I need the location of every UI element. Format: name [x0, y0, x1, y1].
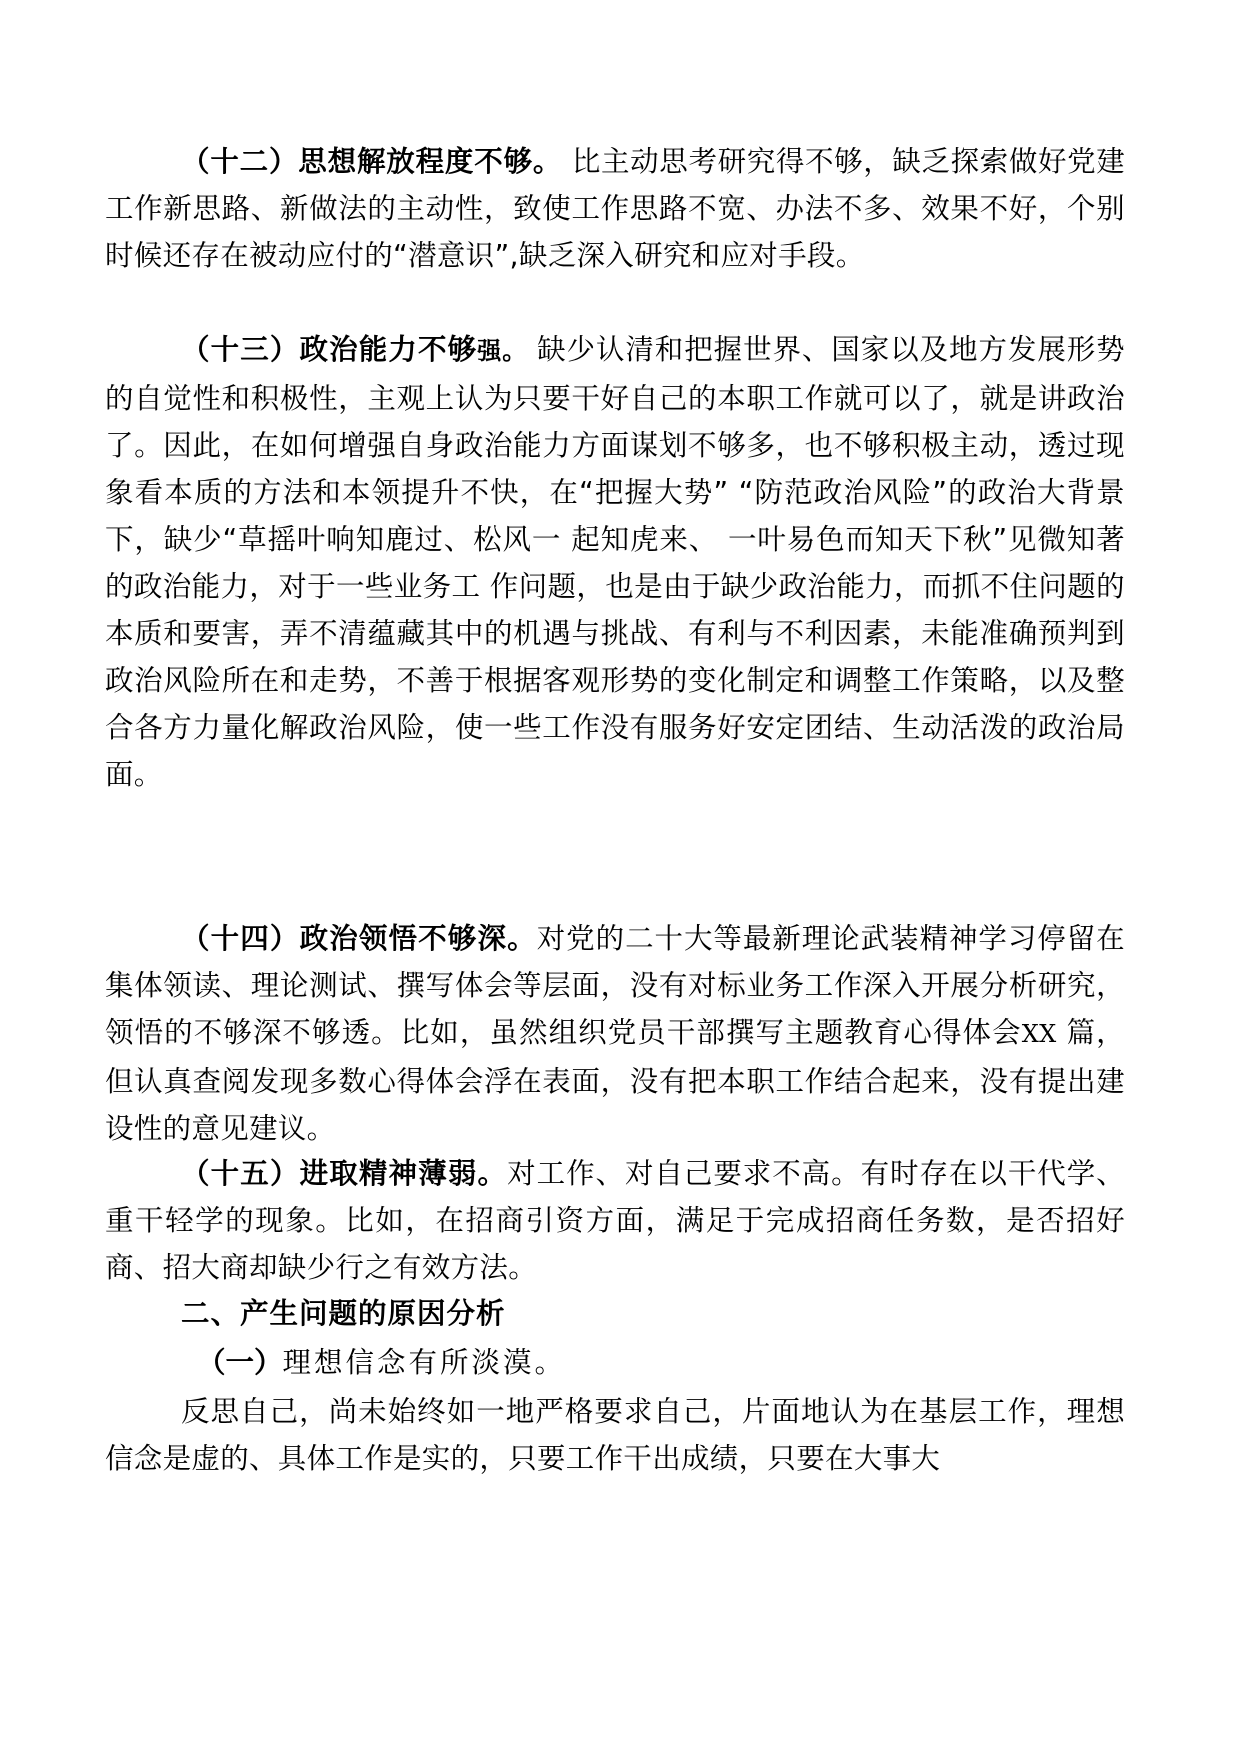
paragraph-13	[105, 326, 1125, 798]
subsection-heading-1-title: 理想信念有所淡漠。	[282, 1346, 567, 1379]
paragraph-14-body-a: 对党的二十大等最新理论武装精神学习停留在集体领读、理论测试、撰写体会等层面，没有对标业务工作深入开展分析研究，领悟的不够深不够透。比如，虽然组织党员干部撰写主题教育心得体会	[105, 922, 1125, 1049]
paragraph-14-body-b: 篇，但认真查阅发现多数心得体会浮在表面，没有把本职工作结合起来，没有提出建设性的意见建议。	[105, 1016, 1125, 1145]
paragraph-12-heading: （十二）思想解放程度不够。	[181, 145, 563, 178]
paragraph-15	[105, 1150, 1125, 1291]
paragraph-15-heading: （十五）进取精神薄弱。	[181, 1157, 508, 1190]
section-heading-causes: 二、产生问题的原因分析	[181, 1297, 506, 1330]
paragraph-13-heading-tail: 强。	[477, 337, 528, 365]
paragraph-14-placeholder-xx: XX	[1021, 1020, 1057, 1048]
subsection-heading-1	[197, 1339, 566, 1386]
paragraph-15-body: 对工作、对自己要求不高。有时存在以干代学、重干轻学的现象。比如，在招商引资方面，满足于完成招商任务数，是否招好商、招大商却缺少行之有效方法。	[105, 1157, 1125, 1284]
paragraph-13-body: 缺少认清和把握世界、国家以及地方发展形势的自觉性和积极性，主观上认为只要干好自己的本职工作就可以了，就是讲政治了。因此，在如何增强自身政治能力方面谋划不够多，也不够积极主动，透过现象看本质的方法和本领提升不快，在“把握大势” “防范政治风险”的政治大背景下，缺少“草摇叶响知鹿过、松风一 起知虎来、 一叶易色而知天下秋”见微知著的政治能力，对于一些业务工 作问题，也是由于缺少政治能力，而抓不住问题的本质和要害，弄不清蕴藏其中的机遇与挑战、有利与不利因素，未能准确预判到政治风险所在和走势，不善于根据客观形势的变化制定和调整工作策略，以及整合各方力量化解政治风险，使一些工作没有服务好安定团结、生动活泼的政治局面。	[105, 333, 1125, 791]
paragraph-12-body: 比主动思考研究得不够，缺乏探索做好党建工作新思路、新做法的主动性，致使工作思路不宽、办法不多、效果不好，个别时候还存在被动应付的“潜意识”,缺乏深入研究和应对手段。	[105, 145, 1125, 272]
paragraph-13-heading: （十三）政治能力不够	[181, 333, 478, 366]
paragraph-reflection-body: 反思自己，尚未始终如一地严格要求自己，片面地认为在基层工作，理想信念是虚的、具体工作是实的，只要工作干出成绩，只要在大事大	[105, 1395, 1125, 1475]
subsection-heading-1-number: （一）	[197, 1346, 283, 1379]
paragraph-14-heading: （十四）政治领悟不够深。	[181, 922, 537, 955]
paragraph-14	[105, 915, 1125, 1152]
paragraph-reflection	[105, 1388, 1125, 1482]
paragraph-12	[105, 138, 1125, 279]
